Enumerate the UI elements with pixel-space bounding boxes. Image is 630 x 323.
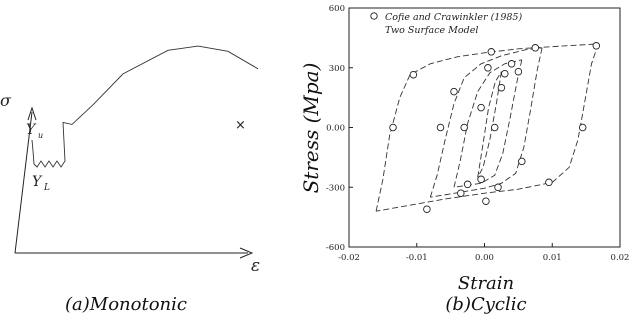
x-tick-label: 0.01 [542, 253, 562, 263]
panel-b-experimental-points [390, 43, 600, 213]
panel-a-upper-yield-sub: u [38, 131, 44, 140]
panel-b [299, 4, 629, 315]
panel-a-lower-yield-label: Y [32, 174, 42, 190]
model-loop-path [454, 60, 522, 188]
data-point [546, 179, 553, 186]
legend-circle-marker [371, 13, 377, 19]
data-point [483, 198, 490, 205]
data-point [515, 68, 522, 75]
panel-a-monotonic-curve [32, 46, 258, 167]
panel-a-upper-yield-label: Y [26, 122, 36, 138]
panel-b-y-axis-title: Stress (Mpa) [299, 62, 323, 194]
data-point [498, 84, 505, 91]
data-point [502, 70, 509, 77]
y-tick-label: 600 [328, 4, 345, 14]
legend-experimental-label: Cofie and Crawinkler (1985) [385, 12, 523, 23]
panel-b-x-axis-title: Strain [457, 273, 515, 294]
model-loop-path [454, 60, 522, 188]
x-tick-label: -0.01 [405, 253, 428, 263]
data-point [495, 184, 502, 191]
panel-a [0, 46, 260, 315]
data-point [458, 190, 465, 197]
x-tick-label: 0.00 [475, 253, 494, 263]
data-point [451, 88, 458, 95]
panel-a-lower-yield-sub: L [44, 183, 50, 193]
data-point [464, 181, 471, 188]
data-point [508, 61, 515, 68]
data-point [437, 124, 444, 131]
data-point [519, 158, 526, 165]
x-tick-label: -0.02 [338, 253, 360, 263]
data-point [424, 206, 431, 213]
y-tick-label: 300 [328, 63, 345, 74]
panel-a-caption: (a)Monotonic [65, 294, 187, 315]
data-point [461, 124, 468, 131]
data-point [478, 176, 485, 183]
data-point [579, 124, 586, 131]
y-tick-label: 0.00 [326, 123, 345, 134]
panel-b-ticks [326, 4, 630, 263]
panel-b-caption: (b)Cyclic [445, 294, 527, 315]
panel-a-end-marker: × [235, 118, 246, 133]
y-tick-label: -300 [325, 183, 345, 194]
y-tick-label: -600 [325, 243, 345, 253]
data-point [593, 43, 600, 50]
data-point [478, 104, 485, 111]
data-point [410, 71, 417, 78]
panel-b-legend [371, 12, 523, 36]
data-point [488, 49, 495, 56]
panel-a-y-symbol: σ [0, 91, 11, 110]
data-point [491, 124, 498, 131]
data-point [532, 45, 539, 52]
panel-a-x-symbol: ε [251, 256, 261, 276]
data-point [390, 124, 397, 131]
data-point [485, 65, 492, 72]
legend-model-label: Two Surface Model [385, 25, 479, 36]
x-tick-label: 0.02 [610, 253, 630, 263]
